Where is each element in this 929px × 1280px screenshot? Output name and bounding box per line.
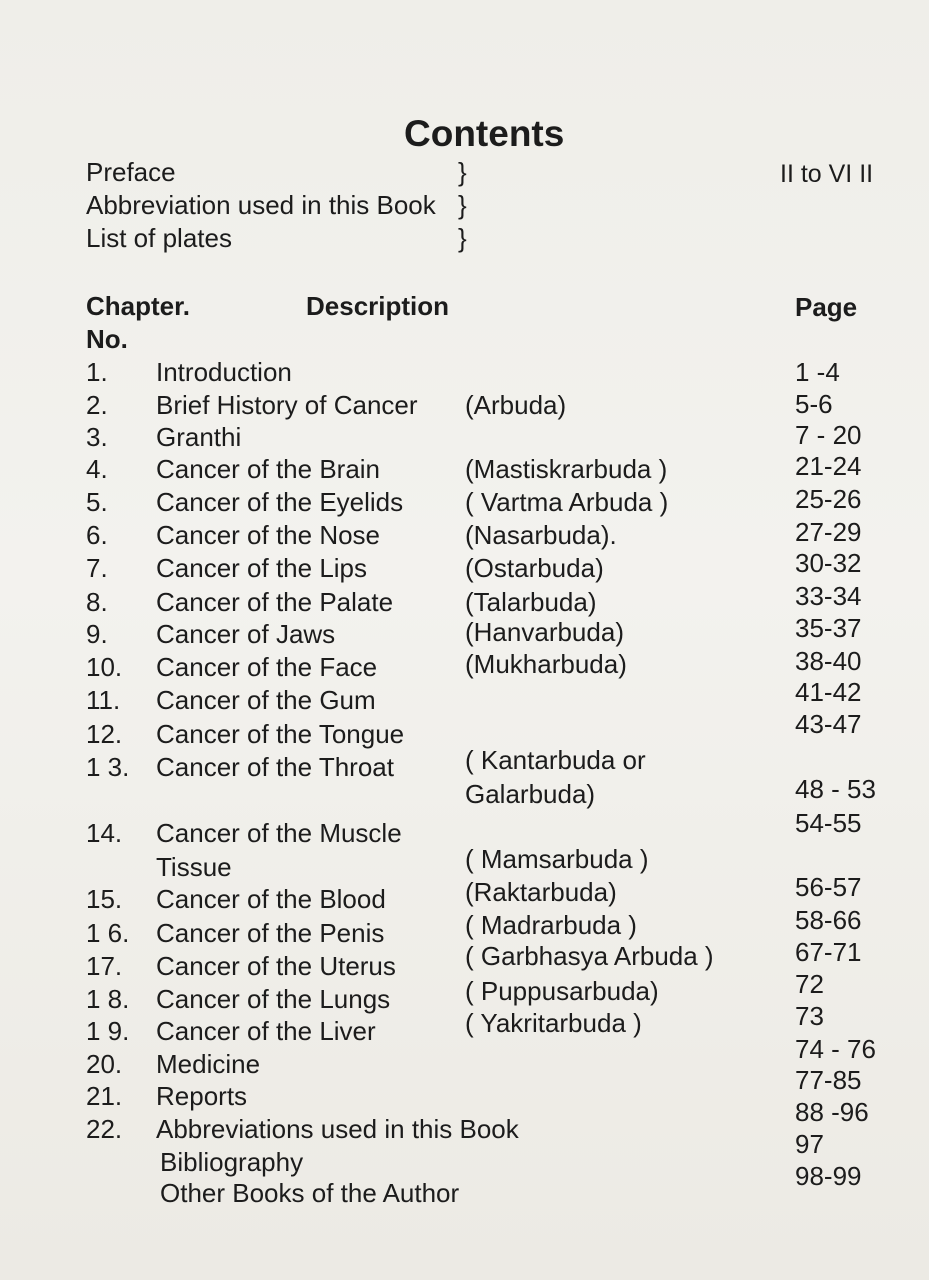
chapter-sanskrit: ( Puppusarbuda) [465, 976, 659, 1006]
chapter-sanskrit: (Nasarbuda). [465, 520, 617, 550]
front-matter-brace: } [458, 157, 467, 187]
chapter-page: 35-37 [795, 613, 862, 643]
chapter-number: 15. [86, 884, 123, 914]
chapter-sanskrit: (Mastiskrarbuda ) [465, 454, 668, 484]
chapter-number: 1 3. [86, 752, 130, 782]
chapter-page: 88 -96 [795, 1097, 869, 1127]
chapter-page: 33-34 [795, 581, 862, 611]
chapter-title: Cancer of the Face [156, 652, 378, 682]
chapter-title: Cancer of the Muscle [156, 818, 402, 848]
chapter-sanskrit: (Mukharbuda) [465, 649, 627, 679]
chapter-sanskrit: ( Mamsarbuda ) [465, 844, 649, 874]
chapter-title-continued: Tissue [156, 852, 232, 882]
chapter-title: Bibliography [160, 1147, 304, 1177]
chapter-page: 67-71 [795, 937, 862, 967]
chapter-title: Cancer of the Gum [156, 685, 376, 715]
chapter-number: 1 8. [86, 984, 130, 1014]
chapter-title: Cancer of the Penis [156, 918, 385, 948]
chapter-title: Cancer of the Eyelids [156, 487, 404, 517]
chapter-sanskrit: (Hanvarbuda) [465, 617, 624, 647]
chapter-sanskrit: ( Vartma Arbuda ) [465, 487, 669, 517]
chapter-page: 1 -4 [795, 357, 840, 387]
chapter-number: 20. [86, 1049, 123, 1079]
chapter-title: Cancer of the Lips [156, 553, 368, 583]
chapter-number: 5. [86, 487, 108, 517]
chapter-page: 54-55 [795, 808, 862, 838]
chapter-number: 6. [86, 520, 108, 550]
chapter-title: Cancer of the Lungs [156, 984, 391, 1014]
chapter-title: Cancer of the Uterus [156, 951, 396, 981]
chapter-number: 12. [86, 719, 123, 749]
header-chapter: Chapter. [86, 291, 191, 321]
chapter-page: 21-24 [795, 451, 862, 481]
chapter-title: Cancer of the Palate [156, 587, 394, 617]
chapter-page: 5-6 [795, 389, 833, 419]
chapter-page: 73 [795, 1001, 824, 1031]
chapter-number: 2. [86, 390, 108, 420]
chapter-title: Reports [156, 1081, 248, 1111]
chapter-title: Granthi [156, 422, 242, 452]
chapter-page: 97 [795, 1129, 824, 1159]
chapter-title: Cancer of the Liver [156, 1016, 376, 1046]
chapter-number: 3. [86, 422, 108, 452]
chapter-page: 43-47 [795, 709, 862, 739]
chapter-number: 9. [86, 619, 108, 649]
chapter-title: Cancer of the Tongue [156, 719, 405, 749]
front-matter-plates: List of plates [86, 223, 232, 253]
chapter-title: Cancer of Jaws [156, 619, 336, 649]
chapter-number: 8. [86, 587, 108, 617]
chapter-page: 41-42 [795, 677, 862, 707]
chapter-sanskrit: ( Madrarbuda ) [465, 910, 637, 940]
chapter-sanskrit: ( Kantarbuda or [465, 745, 646, 775]
chapter-sanskrit: (Ostarbuda) [465, 553, 604, 583]
chapter-number: 11. [86, 685, 121, 715]
chapter-page: 7 - 20 [795, 420, 862, 450]
chapter-sanskrit: (Talarbuda) [465, 587, 597, 617]
chapter-page: 48 - 53 [795, 774, 876, 804]
chapter-number: 1 6. [86, 918, 130, 948]
header-no: No. [86, 324, 128, 354]
chapter-title: Introduction [156, 357, 292, 387]
chapter-title: Cancer of the Throat [156, 752, 394, 782]
chapter-page: 74 - 76 [795, 1034, 876, 1064]
front-matter-abbreviation: Abbreviation used in this Book [86, 190, 436, 220]
chapter-page: 77-85 [795, 1065, 862, 1095]
chapter-sanskrit: ( Garbhasya Arbuda ) [465, 941, 714, 971]
chapter-title: Abbreviations used in this Book [156, 1114, 519, 1144]
chapter-page: 38-40 [795, 646, 862, 676]
chapter-sanskrit-continued: Galarbuda) [465, 779, 596, 809]
chapter-page: 72 [795, 969, 824, 999]
chapter-page: 25-26 [795, 484, 862, 514]
front-matter-preface: Preface [86, 157, 176, 187]
front-matter-brace: } [458, 223, 467, 253]
chapter-page: 58-66 [795, 905, 862, 935]
front-matter-brace: } [458, 190, 467, 220]
chapter-number: 1 9. [86, 1016, 130, 1046]
chapter-title: Brief History of Cancer [156, 390, 418, 420]
chapter-number: 10. [86, 652, 123, 682]
chapter-title: Medicine [156, 1049, 261, 1079]
front-matter-pages: II to VI II [780, 160, 874, 188]
chapter-number: 22. [86, 1114, 123, 1144]
chapter-page: 98-99 [795, 1161, 862, 1191]
chapter-sanskrit: (Raktarbuda) [465, 877, 617, 907]
chapter-page: 30-32 [795, 548, 862, 578]
chapter-page: 27-29 [795, 517, 862, 547]
chapter-sanskrit: ( Yakritarbuda ) [465, 1008, 642, 1038]
chapter-number: 17. [86, 951, 123, 981]
chapter-page: 56-57 [795, 872, 862, 902]
chapter-number: 21. [86, 1081, 123, 1111]
chapter-title: Cancer of the Nose [156, 520, 381, 550]
chapter-title: Other Books of the Author [160, 1178, 460, 1208]
header-description: Description [306, 291, 450, 321]
chapter-number: 14. [86, 818, 123, 848]
page-title: Contents [404, 113, 565, 154]
chapter-title: Cancer of the Blood [156, 884, 386, 914]
chapter-number: 4. [86, 454, 108, 484]
chapter-number: 1. [86, 357, 108, 387]
chapter-sanskrit: (Arbuda) [465, 390, 567, 420]
header-page: Page [795, 292, 858, 322]
chapter-number: 7. [86, 553, 108, 583]
chapter-title: Cancer of the Brain [156, 454, 381, 484]
